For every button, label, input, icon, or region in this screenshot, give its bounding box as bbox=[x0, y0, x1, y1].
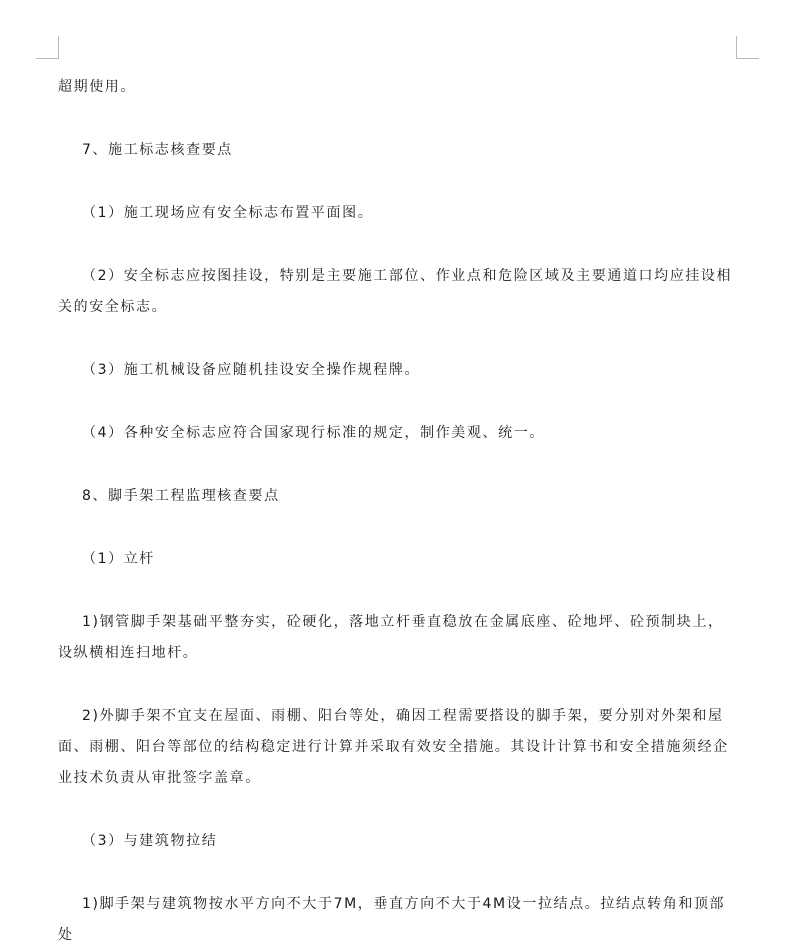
page-corner-mark-top-left bbox=[36, 36, 59, 59]
subsection-heading-8-3: （3）与建筑物拉结 bbox=[82, 833, 218, 849]
subsection-heading-8-1: （1）立杆 bbox=[82, 551, 155, 567]
paragraph-8-1-1: 1)钢管脚手架基础平整夯实，砼硬化，落地立杆垂直稳放在金属底座、砼地坪、砼预制块上，设纵横相连扫地杆。 bbox=[58, 614, 724, 661]
paragraph-7-3: （3）施工机械设备应随机挂设安全操作规程牌。 bbox=[82, 362, 421, 378]
paragraph-8-3-1: 1)脚手架与建筑物按水平方向不大于7M，垂直方向不大于4M设一拉结点。拉结点转角和顶部处 bbox=[58, 896, 726, 943]
paragraph-7-4: （4）各种安全标志应符合国家现行标准的规定，制作美观、统一。 bbox=[82, 425, 545, 441]
document-body[interactable] bbox=[58, 72, 738, 951]
section-heading-8: 8、脚手架工程监理核查要点 bbox=[82, 488, 280, 504]
page-corner-mark-top-right bbox=[736, 36, 759, 59]
paragraph-continuation: 超期使用。 bbox=[58, 79, 136, 95]
section-heading-7: 7、施工标志核查要点 bbox=[82, 142, 233, 158]
paragraph-8-1-2: 2)外脚手架不宜支在屋面、雨棚、阳台等处，确因工程需要搭设的脚手架，要分别对外架和屋面、雨棚、阳台等部位的结构稳定进行计算并采取有效安全措施。其设计计算书和安全措施须经企业技术负责从审批签字盖章。 bbox=[58, 708, 729, 786]
paragraph-7-1: （1）施工现场应有安全标志布置平面图。 bbox=[82, 205, 374, 221]
paragraph-7-2: （2）安全标志应按图挂设，特别是主要施工部位、作业点和危险区域及主要通道口均应挂设相关的安全标志。 bbox=[58, 268, 733, 315]
